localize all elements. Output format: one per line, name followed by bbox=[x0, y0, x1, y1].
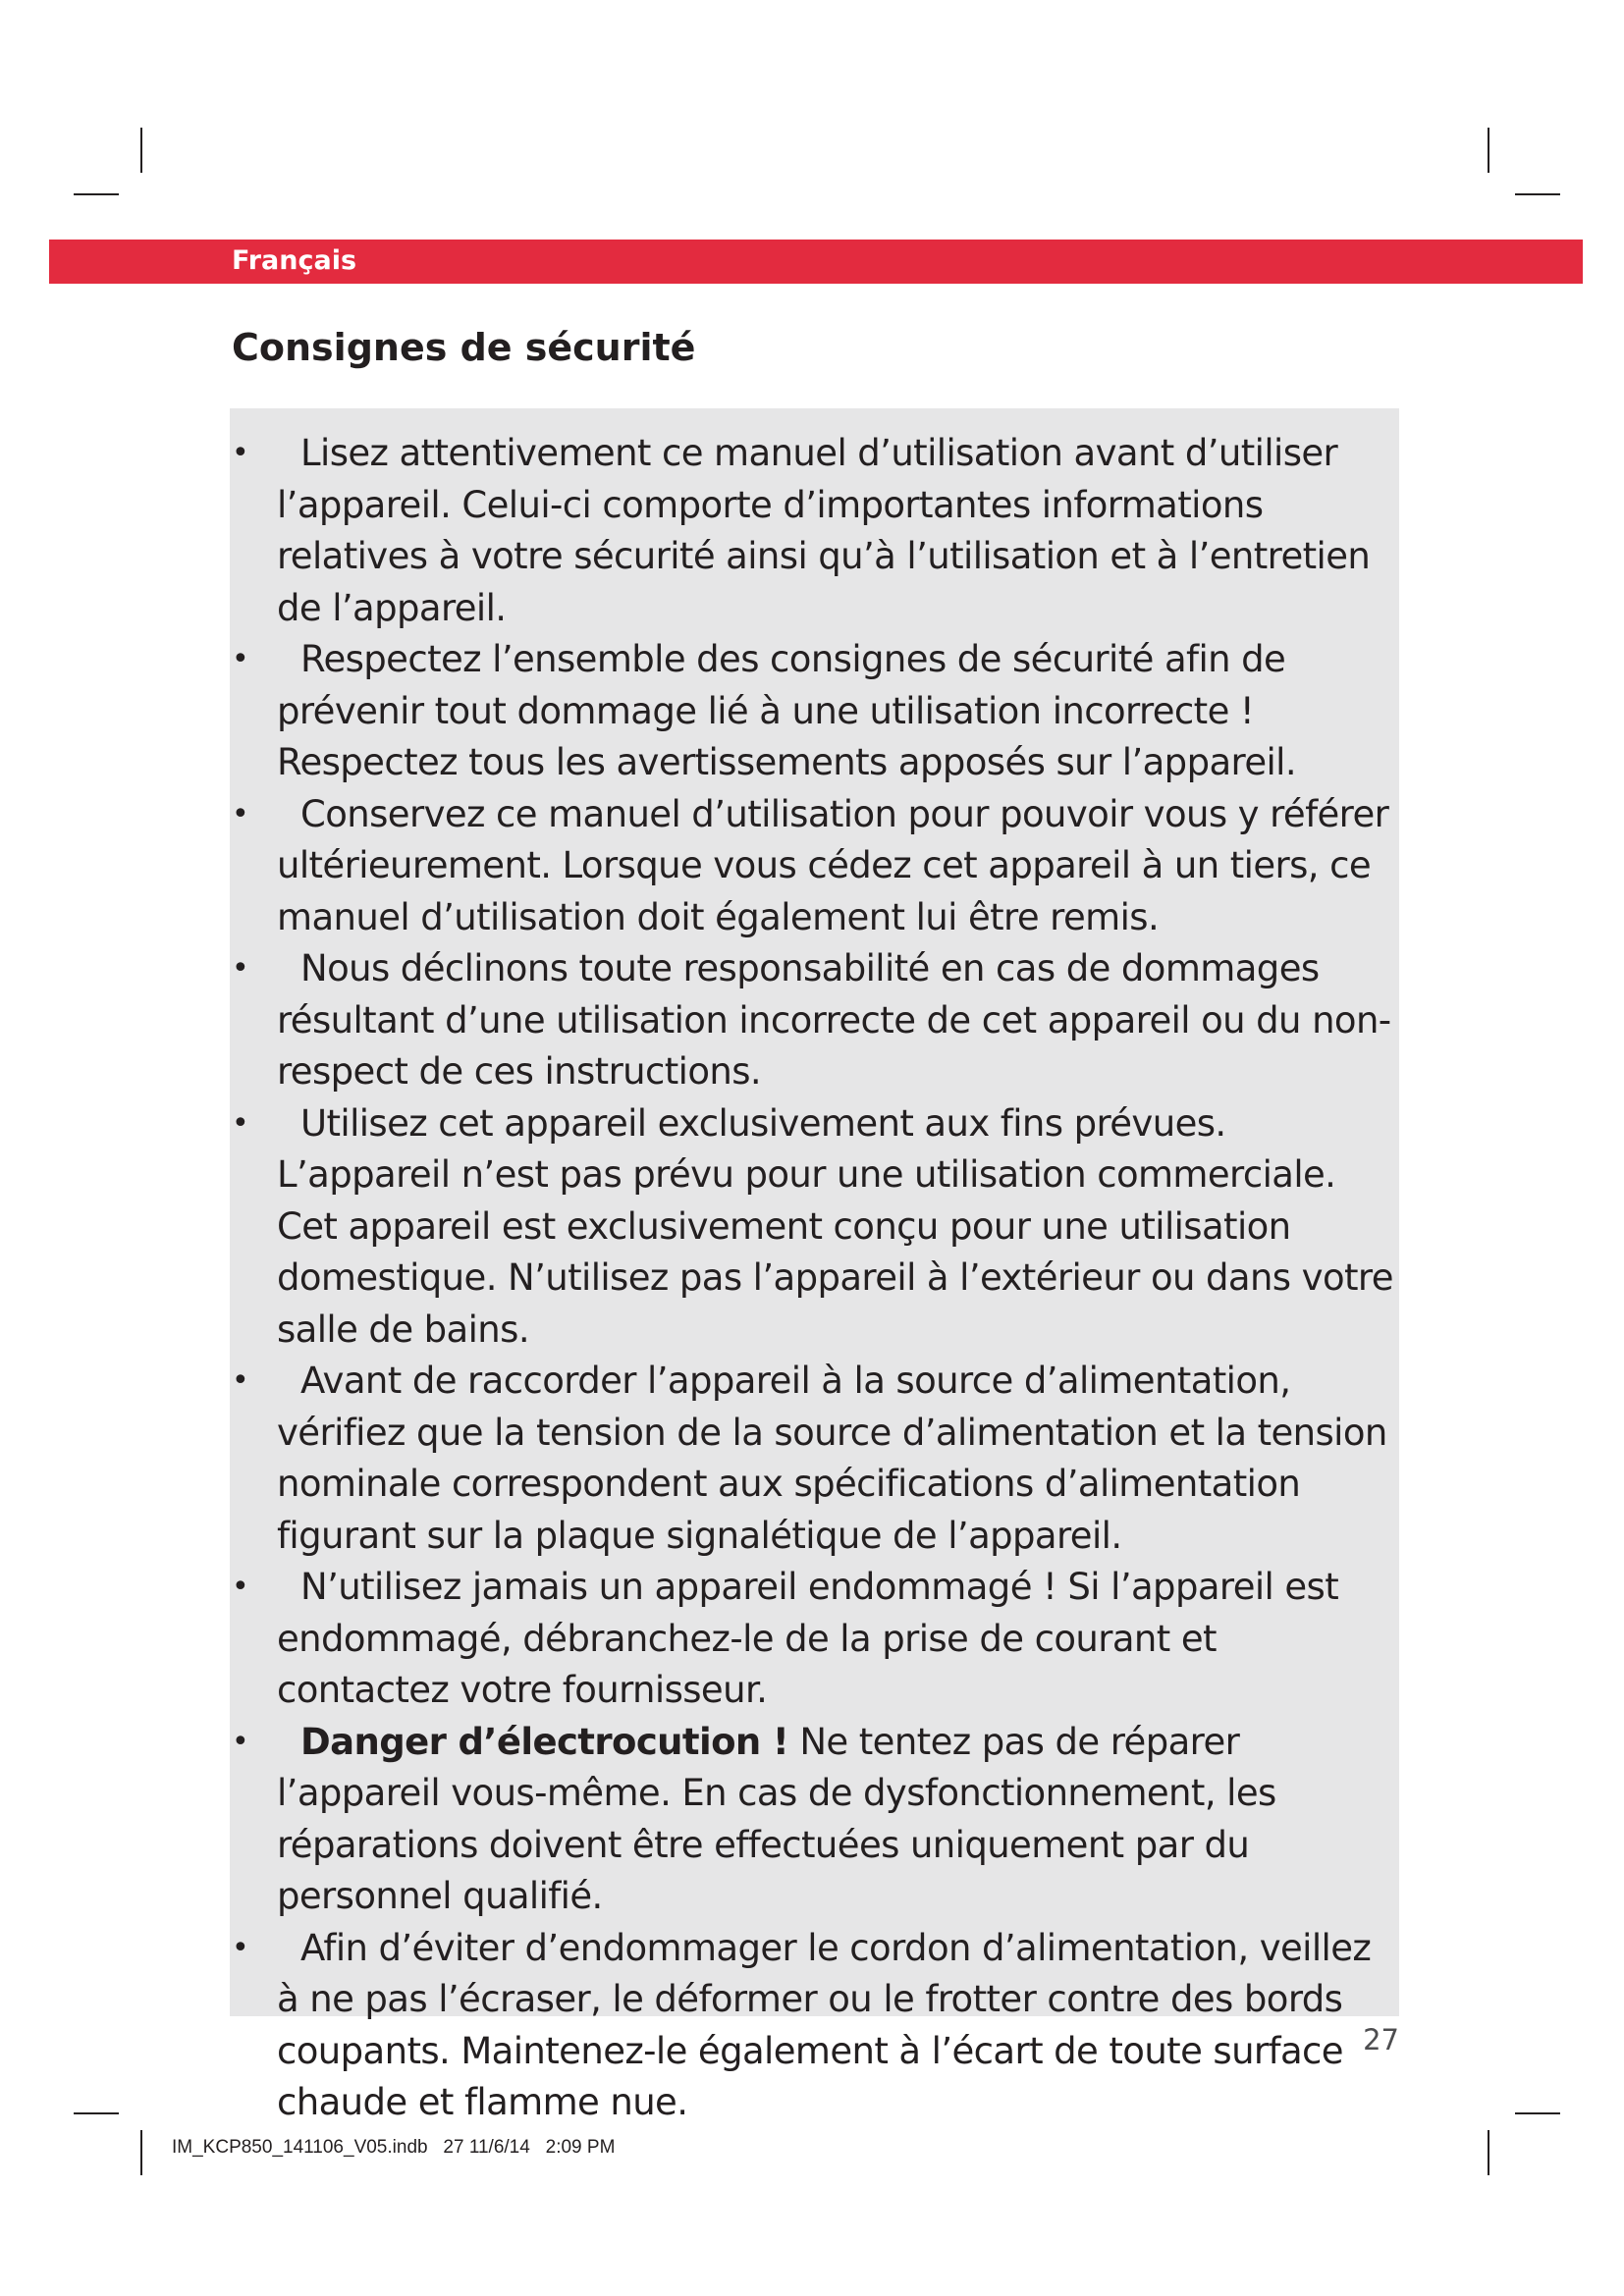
item-text: Utilisez cet appareil exclusivement aux fins prévues. L’appareil n’est pas prévu pour une utilisation commerciale. Cet appareil est exclusivement conçu pour une utilisation domestique. N’utilisez pas l’appareil à l’extérieur ou dans votre salle de bains. bbox=[277, 1101, 1393, 1351]
safety-list bbox=[230, 408, 1399, 2129]
safety-item bbox=[230, 634, 1399, 789]
crop-mark-bottom-left-horizontal bbox=[74, 2112, 119, 2114]
crop-mark-bottom-right-vertical bbox=[1488, 2130, 1489, 2175]
bullet-icon: • bbox=[232, 642, 249, 676]
safety-item bbox=[230, 1356, 1399, 1562]
bullet-icon: • bbox=[232, 1570, 249, 1604]
section-title: Consignes de sécurité bbox=[232, 326, 696, 369]
item-text: Ne tentez pas de réparer l’appareil vous-même. En cas de dysfonctionnement, les réparations doivent être effectuées uniquement par du personnel qualifié. bbox=[277, 1720, 1276, 1917]
crop-mark-top-right-horizontal bbox=[1515, 193, 1560, 195]
bullet-icon: • bbox=[232, 951, 249, 986]
item-text: Respectez l’ensemble des consignes de sécurité afin de prévenir tout dommage lié à une utilisation incorrecte ! Respectez tous les avertissements apposés sur l’appareil. bbox=[277, 638, 1297, 783]
item-text: Lisez attentivement ce manuel d’utilisation avant d’utiliser l’appareil. Celui-ci comporte d’importantes informations relatives à votre sécurité ainsi qu’à l’utilisation et à l’entretien de l’appareil. bbox=[277, 432, 1371, 629]
item-lead: Danger d’électrocution ! bbox=[300, 1720, 789, 1763]
safety-item bbox=[230, 1098, 1399, 1357]
item-text: Nous déclinons toute responsabilité en cas de dommages résultant d’une utilisation incorrecte de cet appareil ou du non-respect de ces instructions. bbox=[277, 947, 1391, 1093]
crop-mark-top-left-horizontal bbox=[74, 193, 119, 195]
safety-item bbox=[230, 428, 1399, 634]
bullet-icon: • bbox=[232, 436, 249, 470]
crop-mark-top-right-vertical bbox=[1488, 128, 1489, 173]
bullet-icon: • bbox=[232, 1724, 249, 1759]
bullet-icon: • bbox=[232, 1105, 249, 1141]
safety-item bbox=[230, 1923, 1399, 2129]
language-label: Français bbox=[232, 245, 357, 276]
crop-mark-bottom-left-vertical bbox=[140, 2130, 142, 2175]
item-text: Conservez ce manuel d’utilisation pour pouvoir vous y référer ultérieurement. Lorsque vous cédez cet appareil à un tiers, ce manuel d’utilisation doit également lui être remis. bbox=[277, 792, 1389, 938]
safety-item bbox=[230, 1717, 1399, 1923]
item-text: Afin d’éviter d’endommager le cordon d’alimentation, veillez à ne pas l’écraser, le déformer ou le frotter contre des bords coupants. Maintenez-le également à l’écart de toute surface chaude et flamme nue. bbox=[277, 1926, 1372, 2123]
safety-item bbox=[230, 789, 1399, 944]
safety-item bbox=[230, 1562, 1399, 1717]
crop-mark-bottom-right-horizontal bbox=[1515, 2112, 1560, 2114]
item-text: Avant de raccorder l’appareil à la source d’alimentation, vérifiez que la tension de la source d’alimentation et la tension nominale correspondent aux spécifications d’alimentation figurant sur la plaque signalétique de l’appareil. bbox=[277, 1360, 1387, 1557]
bullet-icon: • bbox=[232, 796, 249, 831]
item-text: N’utilisez jamais un appareil endommagé ! Si l’appareil est endommagé, débranchez-le de la prise de courant et contactez votre fournisseur. bbox=[277, 1566, 1339, 1711]
safety-item bbox=[230, 943, 1399, 1098]
crop-mark-top-left-vertical bbox=[140, 128, 142, 173]
language-header-bar bbox=[49, 240, 1583, 284]
bullet-icon: • bbox=[232, 1363, 249, 1398]
page-number: 27 bbox=[1363, 2023, 1399, 2056]
bullet-icon: • bbox=[232, 1930, 249, 1965]
print-slug: IM_KCP850_141106_V05.indb 27 11/6/14 2:09 PM bbox=[172, 2137, 616, 2158]
